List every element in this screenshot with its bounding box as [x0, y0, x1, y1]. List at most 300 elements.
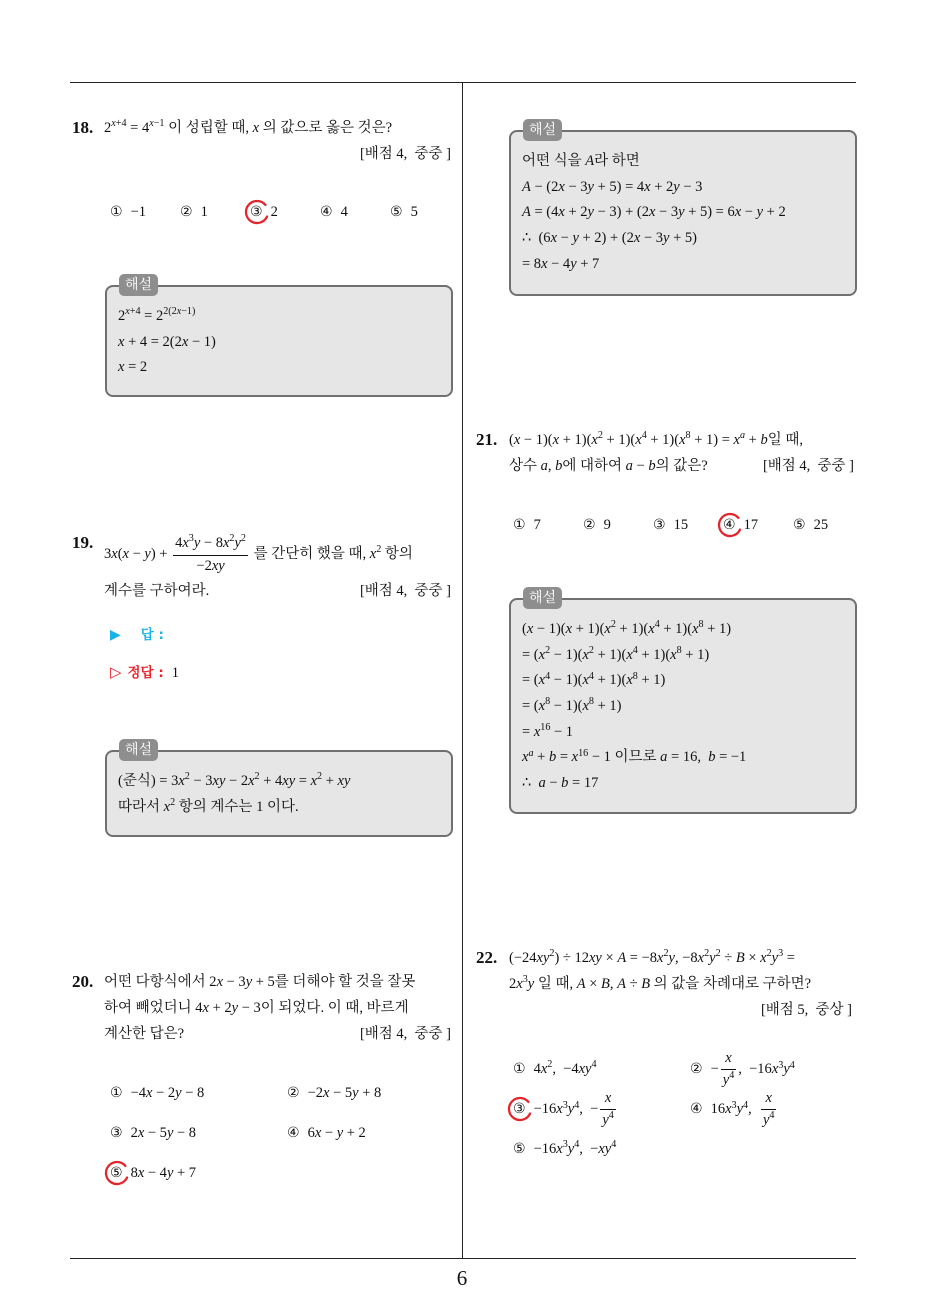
superscript: 2 [240, 533, 246, 545]
text-line [104, 530, 455, 578]
text-run: = x [522, 723, 541, 740]
math-variable: B [601, 976, 610, 992]
superscript: 3 [731, 1099, 737, 1111]
math-variable: y [245, 974, 253, 990]
superscript: 3 [188, 533, 194, 545]
text-run: y − 8x [193, 534, 230, 551]
text-run: 따라서 x [118, 798, 171, 815]
text-run: 4 [340, 204, 348, 220]
math-variable: x [692, 621, 699, 637]
math-variable: x [734, 204, 742, 221]
math-variable: A [617, 950, 627, 966]
choice-value [201, 204, 208, 220]
math-variable: y [175, 1085, 182, 1101]
text-run: 4x [533, 1061, 548, 1077]
superscript: 4 [769, 1110, 775, 1122]
text-run: + 1) [681, 646, 710, 663]
text-run: = (x [522, 672, 546, 689]
text-run: 계수를 구하여라. [104, 583, 210, 599]
superscript: 4 [654, 619, 660, 631]
denominator [761, 1110, 777, 1131]
superscript: 4 [591, 1059, 597, 1071]
math-variable: y [527, 976, 535, 992]
math-variable: x [252, 120, 260, 136]
math-variable: y [587, 178, 594, 195]
math-variable: x [697, 950, 705, 966]
text-run: + b = x [533, 749, 579, 766]
math-variable: x [125, 306, 130, 318]
math-variable: xy [282, 773, 296, 789]
correct-answer-line [110, 659, 179, 686]
text-line [104, 115, 455, 141]
text-run [602, 1112, 608, 1128]
text-run [783, 1061, 789, 1077]
text-run: 5 [410, 204, 418, 220]
text-run: 이 성립할 때, x 의 값으로 옳은 것은? [164, 120, 393, 136]
math-variable: xy [578, 1061, 592, 1077]
superscript: 3 [522, 974, 528, 986]
text-run: 6x − y + 2 [307, 1125, 366, 1141]
math-variable: x [556, 1141, 563, 1157]
math-variable: x [648, 204, 656, 221]
math-variable: x [526, 621, 534, 637]
text-run: 상수 a, b에 대하여 a − b의 값은? [509, 458, 708, 474]
math-variable: x [538, 646, 546, 663]
superscript: 4 [743, 1099, 749, 1111]
text-line [522, 149, 855, 175]
text-run: 4x [175, 534, 189, 551]
math-variable: a [528, 747, 534, 759]
denominator [721, 1070, 737, 1091]
math-variable: B [735, 950, 745, 966]
math-variable: x [538, 672, 546, 689]
superscript: 2 [254, 771, 260, 783]
math-variable: x [163, 798, 171, 815]
choice-3 [250, 201, 320, 223]
choice-number: ⑤ [110, 1163, 123, 1183]
math-variable: xy [536, 950, 550, 966]
math-variable: y [352, 1085, 359, 1101]
math-variable: x [644, 178, 651, 195]
choice-5 [390, 201, 460, 223]
fraction [721, 1049, 737, 1091]
answer-mark-circle [103, 1159, 131, 1187]
choice-3 [653, 514, 723, 536]
math-variable: a [625, 458, 633, 474]
text-run: = [783, 950, 795, 966]
answer-mark-circle [716, 511, 744, 539]
solution-box [105, 277, 453, 397]
choice-value [131, 1085, 205, 1101]
superscript: 2 [170, 797, 176, 809]
text-run: , − [579, 1101, 599, 1118]
text-line [118, 795, 451, 821]
text-line [522, 226, 855, 252]
superscript: 8 [545, 696, 551, 708]
fraction [600, 1089, 616, 1131]
superscript: 8 [588, 696, 594, 708]
math-variable: x [635, 432, 642, 448]
choice-value [131, 1165, 197, 1181]
choice-4 [287, 1122, 464, 1144]
text-run: 항의 계수는 1 이다. [175, 798, 299, 815]
superscript: 2 [610, 619, 616, 631]
math-variable: y [336, 1125, 344, 1141]
math-variable: x [178, 773, 185, 789]
text-run: 7 [533, 517, 541, 533]
text-line [522, 175, 855, 201]
choice-value [674, 517, 689, 533]
math-variable: A [585, 153, 595, 169]
superscript: 2 [229, 533, 235, 545]
outline-triangle-icon: ▷ [110, 663, 122, 681]
text-run: x = 2 [118, 359, 148, 376]
answer-label: 답 : [140, 627, 164, 643]
math-variable: y [231, 1000, 239, 1016]
choice-number: ④ [287, 1125, 300, 1141]
superscript: 4 [574, 1139, 580, 1151]
text-run: + 1) [703, 621, 732, 637]
math-variable: B [641, 976, 651, 992]
superscript: 4 [574, 1099, 580, 1111]
text-line [118, 304, 451, 330]
text-run: = 2 [140, 308, 164, 324]
math-variable: x [604, 1090, 612, 1106]
choice-1 [110, 201, 180, 223]
math-variable: x [137, 1125, 145, 1141]
choice-2 [583, 514, 653, 536]
numerator [600, 1089, 616, 1110]
math-variable: b [548, 749, 557, 766]
math-variable: x [582, 698, 589, 715]
math-variable: x [248, 773, 255, 789]
math-variable: x [202, 1000, 209, 1016]
math-variable: x [522, 749, 529, 766]
math-variable: x [137, 1165, 145, 1181]
superscript: 2 [588, 645, 594, 657]
text-run: , −xy [579, 1141, 612, 1157]
text-run: = 8x − 4y + 7 [522, 255, 600, 272]
text-run: , −16x [738, 1061, 779, 1078]
math-variable: xy [337, 773, 351, 789]
math-variable: x [176, 306, 182, 318]
math-variable: y [762, 1112, 770, 1128]
math-variable: x [182, 534, 189, 551]
math-variable: x [582, 672, 589, 689]
math-variable: x [725, 1050, 732, 1066]
superscript: 2 [184, 771, 190, 783]
choice-number: ① [110, 1085, 123, 1101]
text-line [522, 694, 855, 720]
math-variable: y [193, 534, 201, 551]
text-line [522, 643, 855, 669]
text-run: 2x [509, 976, 523, 992]
numerator [761, 1089, 777, 1110]
choice-5 [793, 514, 863, 536]
text-run: − 3xy − 2x [189, 773, 255, 789]
text-line [509, 971, 860, 997]
text-run: A = (4x + 2y − 3) + (2x − 3y + 5) = 6x − y + 2 [522, 204, 786, 221]
superscript: 2 [766, 948, 772, 960]
text-run: 를 간단히 했을 때, x [249, 546, 377, 562]
choice-value [604, 517, 611, 533]
choice-number: ① [513, 1061, 526, 1077]
text-line [118, 355, 451, 381]
text-run: −4x − 2y − 8 [130, 1085, 205, 1101]
text-run: (준식) = 3x [118, 773, 185, 789]
text-run: 2 [118, 308, 126, 324]
text-run: + b일 때, [745, 432, 803, 448]
math-variable: y [736, 1101, 743, 1118]
choice-value [534, 1141, 617, 1157]
problem-number: 20. [72, 972, 94, 991]
bottom-rule [70, 1258, 856, 1259]
math-variable: x [323, 1085, 330, 1101]
choice-2 [180, 201, 250, 223]
choice-value [131, 1125, 197, 1141]
text-run: −2xy [196, 557, 225, 574]
text-run: , [748, 1101, 759, 1118]
math-variable: x [670, 646, 677, 663]
problem-header [72, 969, 455, 1047]
math-variable: x [771, 1061, 779, 1078]
math-variable: y [756, 204, 764, 221]
text-run: 15 [673, 517, 689, 533]
text-run: + 1)(x [659, 621, 699, 637]
solution-body [118, 769, 451, 820]
solution-body [522, 149, 855, 277]
text-run: 25 [813, 517, 829, 533]
choice-value [534, 1061, 597, 1077]
problem-number: 19. [72, 533, 94, 552]
math-variable: x [626, 646, 633, 663]
text-run: 항의 [381, 546, 413, 562]
score-label: [배점 4, 중중 ] [359, 583, 451, 599]
choice-3 [110, 1122, 287, 1144]
superscript: 2 [704, 948, 710, 960]
superscript: 4 [611, 1139, 617, 1151]
text-run: − 1)(x [550, 646, 589, 663]
choice-number: ② [180, 204, 193, 220]
solution-badge: 해설 [119, 739, 158, 761]
math-variable: y [570, 255, 577, 272]
choice-2 [690, 1049, 867, 1091]
math-variable: x [222, 534, 230, 551]
text-run: − 1 [550, 723, 574, 740]
choice-number: ④ [723, 515, 736, 535]
text-line [522, 720, 855, 746]
superscript: 4 [641, 430, 647, 442]
text-run: −2x − 5y + 8 [307, 1085, 382, 1101]
text-run: ∴ (6x − y + 2) + (2x − 3y + 5) [522, 230, 697, 247]
text-run: ÷ B × x [720, 950, 767, 966]
choice-number: ② [583, 517, 596, 533]
math-variable: A [617, 976, 626, 992]
math-variable: x [591, 432, 598, 448]
text-run: + 4xy = x [259, 773, 318, 789]
math-variable: x [314, 1125, 322, 1141]
math-variable: y [771, 950, 779, 966]
text-run: − 1)(x [550, 672, 589, 689]
math-variable: x [556, 1101, 563, 1118]
choice-value [534, 517, 541, 533]
math-variable: y [678, 204, 685, 221]
math-variable: y [673, 178, 680, 195]
text-line [522, 200, 855, 226]
math-variable: y [144, 546, 151, 562]
superscript: 3 [562, 1099, 568, 1111]
text-line [522, 745, 855, 771]
choice-list [513, 512, 863, 538]
correct-answer-value: 1 [171, 665, 179, 681]
solution-body [522, 617, 855, 797]
score-label: [배점 4, 중중 ] [359, 1026, 451, 1042]
solution-box [509, 122, 857, 296]
play-triangle-icon: ▶ [110, 627, 121, 643]
text-run: −16x [533, 1101, 563, 1118]
math-variable: y [572, 230, 579, 247]
text-run: + 1)(x [593, 646, 633, 663]
choice-list [513, 1050, 867, 1170]
text-run [709, 950, 715, 966]
math-variable: x [540, 1061, 548, 1077]
math-variable: x [216, 974, 223, 990]
math-variable: x [516, 976, 523, 992]
problem-stem [104, 115, 455, 141]
problem-number: 22. [476, 948, 498, 967]
answer-mark-circle [243, 198, 271, 226]
math-variable: x [558, 178, 565, 195]
solution-body [118, 304, 451, 381]
score-label: [배점 5, 중상 ] [760, 1002, 852, 1018]
text-run: −16x [533, 1141, 563, 1157]
math-variable: x [111, 546, 118, 562]
numerator [721, 1049, 737, 1070]
choice-5 [110, 1162, 287, 1184]
choice-list [110, 199, 460, 225]
text-run: 계산한 답은? [104, 1026, 185, 1042]
score-label: [배점 4, 중중 ] [762, 458, 854, 474]
text-run: 2 [270, 204, 278, 220]
math-variable: x [552, 432, 560, 448]
text-run: + 1) [637, 672, 666, 689]
superscript: 4 [632, 645, 638, 657]
superscript: 2 [376, 544, 382, 556]
math-variable: x [725, 1101, 732, 1118]
choice-value [308, 1125, 366, 1141]
choice-number: ② [690, 1061, 703, 1078]
text-run: 17 [743, 517, 759, 533]
math-variable: x [181, 333, 189, 350]
choice-1 [110, 1082, 287, 1104]
superscript: 16 [540, 722, 551, 734]
choice-1 [513, 1058, 690, 1082]
text-run [234, 535, 240, 551]
superscript: x+4 [125, 306, 141, 318]
text-line [522, 252, 855, 278]
choice-number: ② [287, 1085, 300, 1101]
choice-value [710, 1090, 779, 1128]
choice-4 [320, 201, 390, 223]
fraction [173, 534, 248, 576]
superscript: x−1 [149, 118, 165, 130]
text-line [522, 771, 855, 797]
top-rule [70, 82, 856, 83]
math-variable: a [538, 775, 546, 792]
answer-line [110, 622, 164, 648]
text-run: + 1)(x [602, 432, 642, 448]
math-variable: x [310, 773, 318, 789]
math-variable: y [722, 1072, 730, 1088]
choice-value [341, 204, 348, 220]
text-run: + 1)(x [637, 646, 677, 663]
solution-box [105, 742, 453, 837]
math-variable: y [602, 1112, 609, 1128]
text-run: + 1) [593, 698, 622, 715]
problem-header [72, 115, 455, 162]
choice-value [710, 1050, 795, 1088]
choice-value [411, 204, 418, 220]
math-variable: b [708, 749, 716, 766]
math-variable: b [648, 458, 656, 474]
math-variable: x [679, 432, 686, 448]
solution-badge: 해설 [119, 274, 158, 296]
text-run: 2 [104, 120, 112, 136]
choice-list [110, 1073, 464, 1193]
math-variable: x [369, 546, 377, 562]
choice-value [271, 204, 278, 220]
math-variable: A [576, 976, 586, 992]
text-line [118, 769, 451, 795]
text-line [104, 969, 455, 995]
superscript [740, 430, 745, 441]
math-variable: y [783, 1061, 790, 1078]
text-run: 3x(x − y) + [104, 546, 172, 562]
problem-header [72, 530, 455, 604]
math-variable: x [760, 950, 767, 966]
math-variable: x [533, 723, 541, 740]
math-variable: x [604, 621, 611, 637]
text-run: 2x − 5y − 8 [130, 1125, 197, 1141]
text-run: (x − 1)(x + 1)(x [522, 621, 611, 637]
superscript: 2(2x−1) [163, 306, 196, 318]
text-line [522, 617, 855, 643]
score-label: [배점 4, 중중 ] [359, 146, 451, 162]
superscript: 4 [729, 1070, 735, 1082]
math-variable: b [555, 458, 563, 474]
superscript: 3 [562, 1139, 568, 1151]
math-variable: y [587, 204, 594, 221]
math-variable: y [166, 1165, 174, 1181]
math-variable: x [657, 950, 664, 966]
math-variable: x [111, 118, 116, 130]
math-variable: x [565, 621, 573, 637]
choice-value [131, 204, 146, 220]
choice-number: ③ [653, 517, 666, 533]
math-variable: y [234, 534, 241, 551]
superscript: 8 [676, 645, 682, 657]
text-run: + 1) = x [690, 432, 740, 448]
superscript: 8 [685, 430, 691, 442]
answer-mark-circle [506, 1095, 534, 1123]
text-run: 1 [200, 204, 208, 220]
math-variable: y [668, 950, 675, 966]
text-line [522, 668, 855, 694]
problem-number: 18. [72, 118, 94, 137]
math-variable: x [513, 432, 521, 448]
math-variable: xy [589, 950, 602, 966]
text-run: − 1)(x [550, 698, 589, 715]
